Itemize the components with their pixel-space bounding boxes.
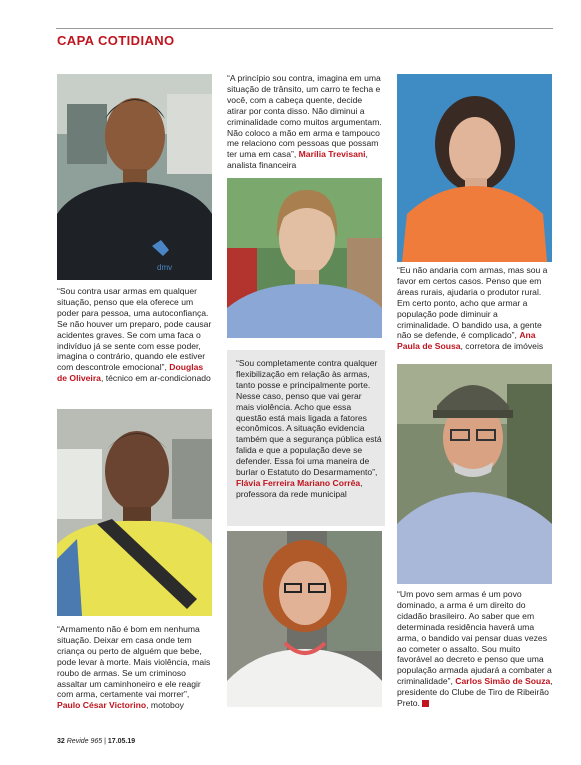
photo-paulo [57,409,212,616]
page-footer [57,738,135,745]
section-title: CAPA COTIDIANO [57,33,175,48]
photo-flavia [227,531,382,707]
quote-role: , analista financeira [227,149,368,171]
photo-carlos [397,364,552,584]
magazine-name: Revide 965 [66,738,103,745]
quote-role: , motoboy [146,700,184,711]
shirt-logo-text: dmv [157,263,173,272]
quote-douglas [57,286,213,384]
quote-author: Marília Trevisani [298,149,366,160]
page-number: 32 [57,738,65,745]
footer-separator: | [104,738,106,745]
quote-text: “Sou completamente contra qualquer flexibilização em relação às armas, tanto posse e principalmente porte. Nesse caso, penso que vai gerar mais violência. Acho que essa questão está mais ligada a fatores econômicos. A situação evidencia também que a segurança pública está falida e que a população deve se defender. Essa foi uma maneira de burlar o Estatuto do Desarmamento”, [236,358,382,478]
quote-author: Douglas de Oliveira [57,362,204,384]
photo-marilia [227,178,382,338]
top-rule [56,28,553,29]
quote-author: Carlos Simão de Souza [455,676,551,687]
quote-text: “Armamento não é bom em nenhuma situação. Deixar em casa onde tem criança ou perto de alguém que bebe, pode levar à morte. Mais violência, mais roubo de armas. Se um criminoso assaltar um caminhoneiro e ele reagir com arma, certamente vai morrer”, [57,624,211,700]
quote-paulo [57,624,213,711]
photo-douglas [57,74,212,280]
quote-role: , professora da rede municipal [236,477,363,499]
issue-date: 17.05.19 [107,738,136,745]
quote-author: Ana Paula de Sousa [397,330,536,352]
quote-role: , técnico em ar-condicionado [100,373,211,384]
quote-text: “Um povo sem armas é um povo dominado, a arma é um direito do cidadão brasileiro. Ao saber que em determinada residência haverá uma arma, o bandido vai pensar duas vezes ao cometer o assalto. Sou muito favorável ao decreto e penso que uma população armada ajudará a combater a criminalidade”, [397,589,552,687]
quote-text: “A princípio sou contra, imagina em uma situação de trânsito, um carro te fecha e você, com a cabeça quente, decide atirar por conta disso. Não diminui a criminalidade como muitos argumentam. Não coloco a mão em arma e tampouco me relaciono com pessoas que possam ter uma em casa”, [227,73,382,160]
quote-marilia [227,73,383,171]
quote-text: “Sou contra usar armas em qualquer situação, penso que ela oferece um poder para pessoa, uma autoconfiança. Se não houver um preparo, pode causar acidentes graves. Se com uma faca o indivíduo já se sente com esse poder, imagina o contrário, quando ele estiver com descontrole emocional”, [57,286,212,373]
quote-role: , presidente do Clube de Tiro de Ribeirão Preto. [397,676,553,709]
quote-author: Paulo César Victorino [57,700,147,711]
quote-flavia [236,358,382,500]
photo-ana-paula [397,74,552,262]
quote-author: Flávia Ferreira Mariano Corrêa [236,477,361,488]
quote-ana-paula [397,265,553,352]
end-of-article-mark [422,700,429,707]
quote-carlos [397,589,553,709]
quote-role: , corretora de imóveis [460,341,544,352]
quote-text: “Eu não andaria com armas, mas sou a favor em certos casos. Penso que em áreas rurais, ajudaria o produtor rural. Em certo ponto, acho que armar a população pode diminuir a criminalidade. O bandido usa, a gente não se defende, é complicado”, [397,265,548,341]
